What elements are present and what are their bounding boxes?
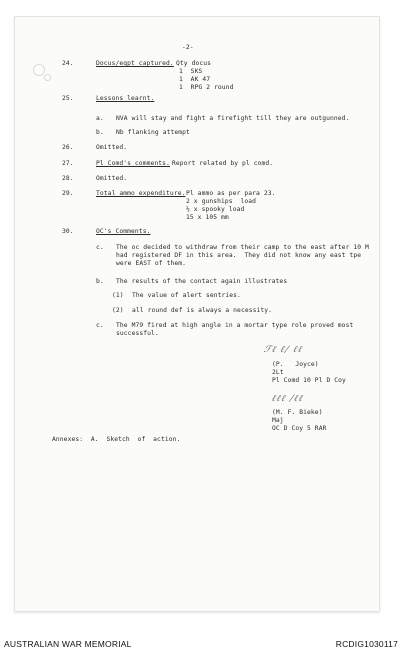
para-25b-letter: b. bbox=[96, 129, 104, 136]
para-30b-point-marker: (2) bbox=[112, 307, 124, 314]
para-25b-text: Nb flanking attempt bbox=[116, 129, 190, 136]
para-30-letter: b. bbox=[96, 278, 104, 285]
para-30-letter: c. bbox=[96, 322, 104, 329]
para-30c-line: were EAST of them. bbox=[116, 260, 187, 267]
para-29-line: 15 x 105 mm bbox=[186, 214, 229, 221]
punch-hole-small bbox=[44, 74, 51, 81]
para-28-number: 28. bbox=[62, 175, 74, 182]
signature-2-line: (M. F. Bieke) bbox=[272, 409, 323, 416]
para-24-line: 1 AK 47 bbox=[179, 76, 211, 83]
para-24-number: 24. bbox=[62, 60, 74, 67]
para-29-number: 29. bbox=[62, 190, 74, 197]
signature-scrawl-2: ℓℓℓ /ℓℓ bbox=[270, 394, 305, 404]
document-page bbox=[14, 16, 380, 612]
signature-1-line: 2Lt bbox=[272, 369, 284, 376]
para-30c2-line: successful. bbox=[116, 330, 159, 337]
para-30b-point-marker: (1) bbox=[112, 292, 124, 299]
para-25a-text: NVA will stay and fight a firefight till they are outgunned. bbox=[116, 115, 350, 122]
signature-1-line: (P. Joyce) bbox=[272, 361, 319, 368]
para-30-heading: OC's Comments. bbox=[96, 228, 151, 235]
para-30b-point-1: The value of alert sentries. bbox=[132, 292, 241, 299]
page-number: -2- bbox=[182, 44, 194, 51]
para-26-text: Omitted. bbox=[96, 144, 128, 151]
signature-1-line: Pl Comd 10 Pl D Coy bbox=[272, 377, 346, 384]
para-27-number: 27. bbox=[62, 160, 74, 167]
footer-archive-name: AUSTRALIAN WAR MEMORIAL bbox=[4, 639, 132, 649]
signature-scrawl-1: ℱℓ ℓ/ ℓℓ bbox=[262, 345, 304, 355]
para-30c2-line: The M79 fired at high angle in a mortar type role proved most bbox=[116, 322, 354, 329]
para-30c-line: had registered DF in this area. They did not know any east tpe bbox=[116, 252, 362, 259]
para-29-line: 2 x gunships load bbox=[186, 198, 257, 205]
para-30c-line: The oc decided to withdraw from their camp to the east after 10 M bbox=[116, 244, 369, 251]
signature-2-line: Maj bbox=[272, 417, 284, 424]
signature-2-line: OC D Coy 5 RAR bbox=[272, 425, 327, 432]
para-30b-point-2: all round def is always a necessity. bbox=[132, 307, 273, 314]
para-27-text: Report related by pl comd. bbox=[172, 160, 274, 167]
para-24-heading: Docus/eqpt captured. bbox=[96, 60, 174, 67]
para-25-heading: Lessons learnt. bbox=[96, 95, 155, 102]
para-29-heading: Total ammo expenditure. bbox=[96, 190, 186, 197]
para-28-text: Omitted. bbox=[96, 175, 128, 182]
footer-record-id: RCDIG1030117 bbox=[335, 639, 398, 649]
para-26-number: 26. bbox=[62, 144, 74, 151]
para-24-line: Qty docus bbox=[176, 60, 212, 67]
para-30b-text: The results of the contact again illustrates bbox=[116, 278, 288, 285]
para-29-line: ½ x spooky load bbox=[186, 206, 245, 213]
para-30-letter: c. bbox=[96, 244, 104, 251]
para-30-number: 30. bbox=[62, 228, 74, 235]
punch-hole bbox=[33, 64, 45, 76]
para-27-heading: Pl Comd's comments. bbox=[96, 160, 170, 167]
para-25a-letter: a. bbox=[96, 115, 104, 122]
para-25-number: 25. bbox=[62, 95, 74, 102]
para-24-line: 1 SKS bbox=[179, 68, 203, 75]
annexes-line: Annexes: A. Sketch of action. bbox=[52, 436, 181, 443]
para-29-line: Pl ammo as per para 23. bbox=[186, 190, 276, 197]
para-24-line: 1 RPG 2 round bbox=[179, 84, 234, 91]
